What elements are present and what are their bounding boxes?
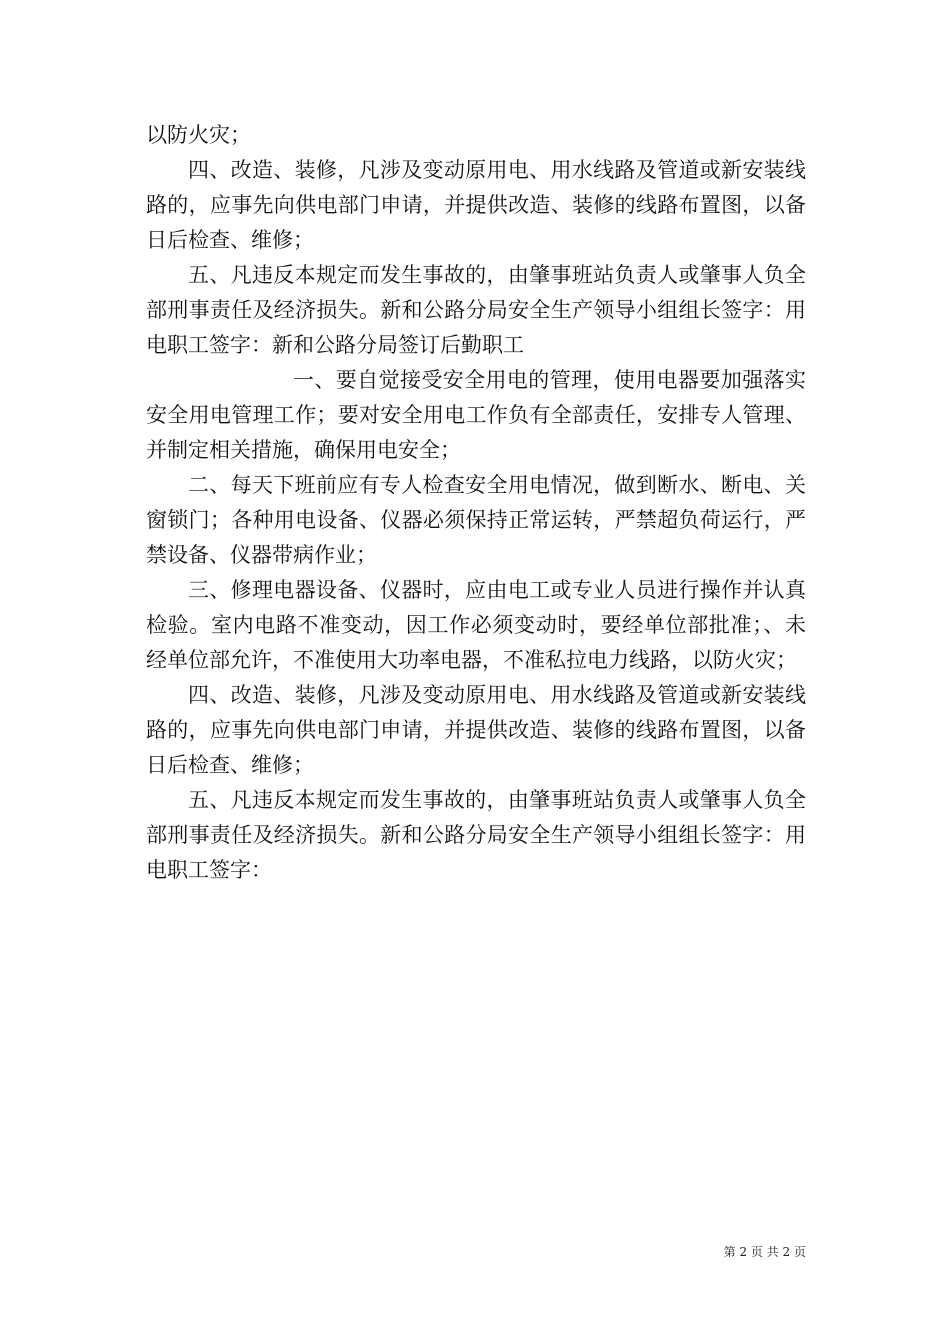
paragraph-renovation-rule: 四、改造、装修，凡涉及变动原用电、用水线路及管道或新安装线路的，应事先向供电部门申请，并提供改造、装修的线路布置图，以备日后检查、维修； <box>146 158 806 252</box>
paragraph-rule-three: 三、修理电器设备、仪器时，应由电工或专业人员进行操作并认真检验。室内电路不准变动，因工作必须变动时，要经单位部批准；、未经单位部允许，不准使用大功率电器，不准私拉电力线路，以防火灾； <box>146 578 806 672</box>
document-body <box>146 118 806 888</box>
paragraph-rule-two: 二、每天下班前应有专人检查安全用电情况，做到断水、断电、关窗锁门；各种用电设备、仪器必须保持正常运转，严禁超负荷运行，严禁设备、仪器带病作业； <box>146 473 806 567</box>
page-number-footer: 第 2 页 共 2 页 <box>723 1245 806 1259</box>
paragraph-rule-four: 四、改造、装修，凡涉及变动原用电、用水线路及管道或新安装线路的，应事先向供电部门申请，并提供改造、装修的线路布置图，以备日后检查、维修； <box>146 683 806 777</box>
paragraph-rule-one: 一、要自觉接受安全用电的管理，使用电器要加强落实安全用电管理工作；要对安全用电工作负有全部责任，安排专人管理、并制定相关措施，确保用电安全； <box>146 368 806 462</box>
paragraph-liability-rule: 五、凡违反本规定而发生事故的，由肇事班站负责人或肇事人负全部刑事责任及经济损失。新和公路分局安全生产领导小组组长签字：用电职工签字：新和公路分局签订后勤职工 <box>146 263 806 357</box>
paragraph-rule-five: 五、凡违反本规定而发生事故的，由肇事班站负责人或肇事人负全部刑事责任及经济损失。新和公路分局安全生产领导小组组长签字：用电职工签字： <box>146 788 806 882</box>
paragraph-fire-prevention-continued: 以防火灾； <box>146 123 251 147</box>
